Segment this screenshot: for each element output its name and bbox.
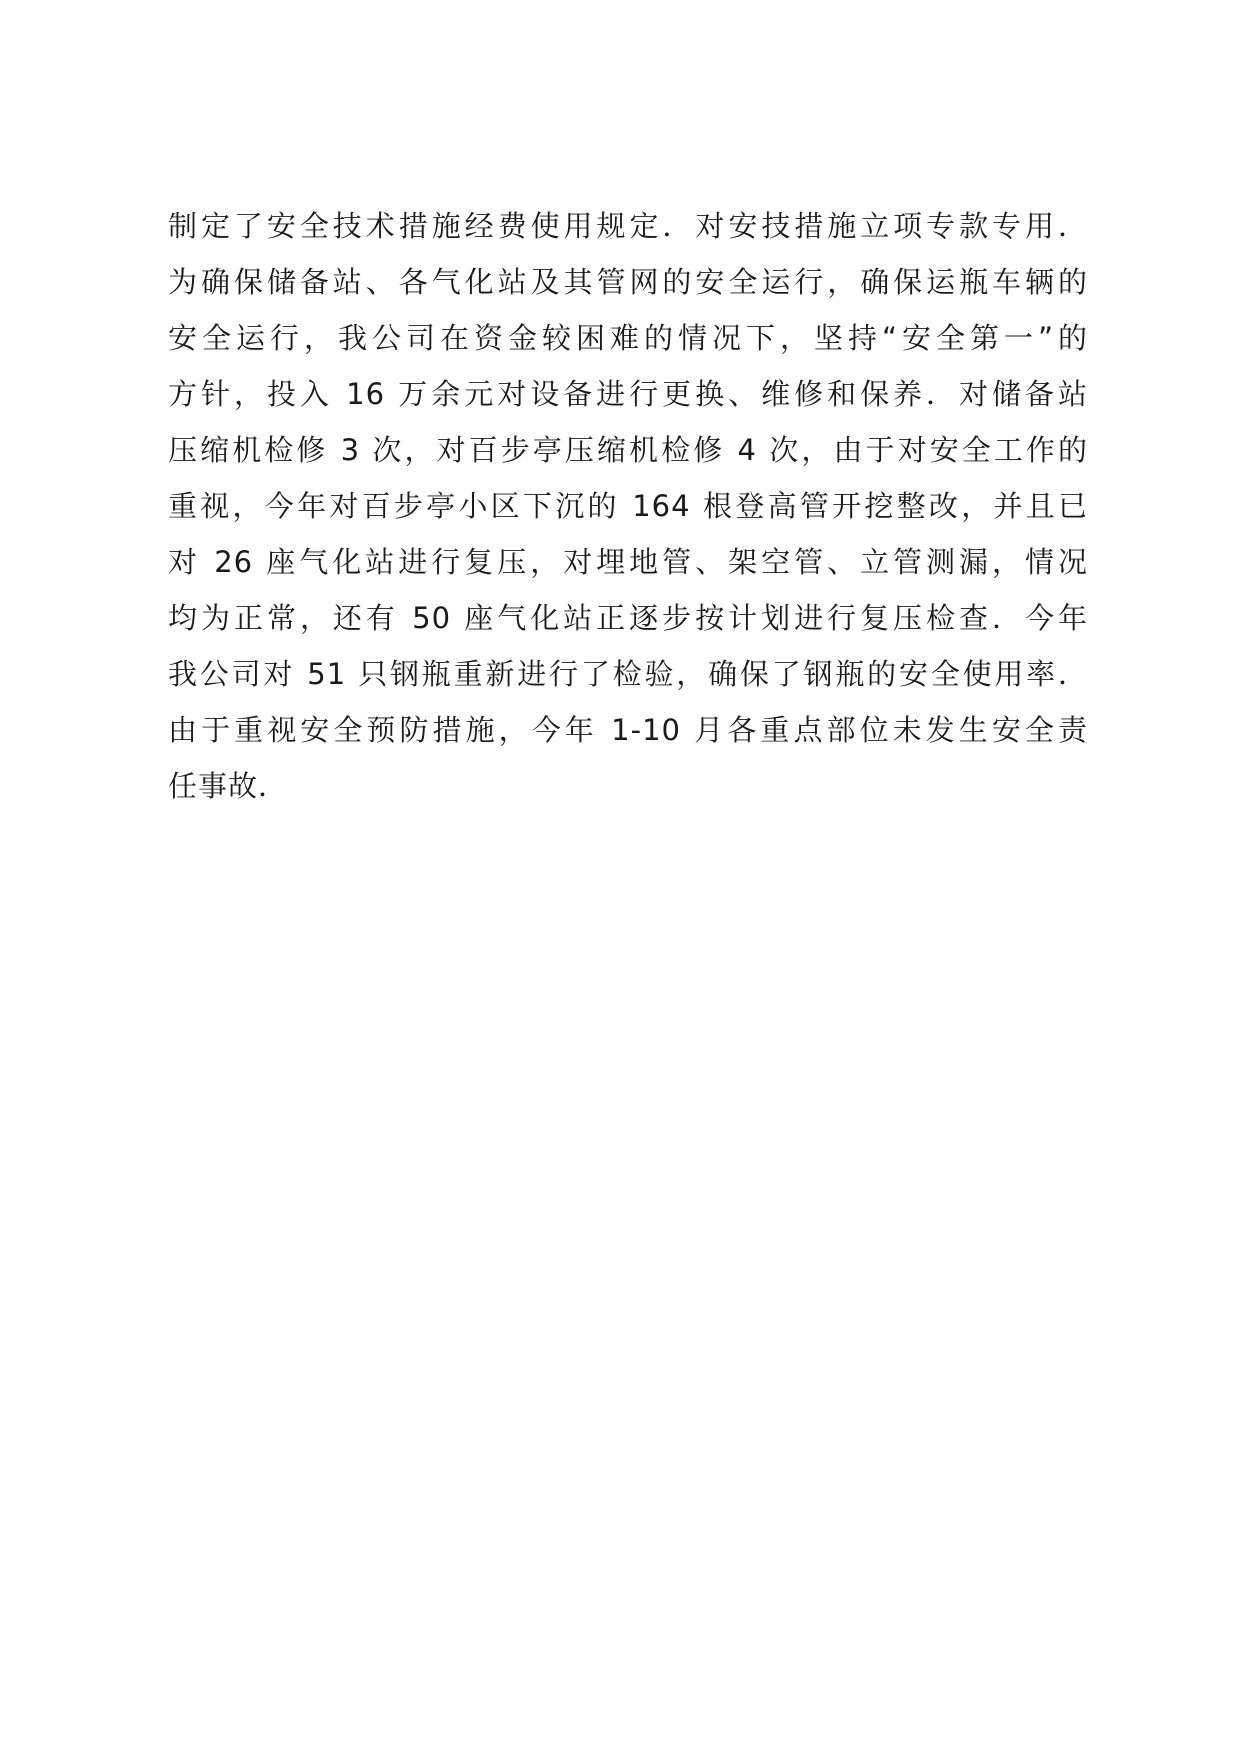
paragraph-line: 任事故．	[168, 769, 289, 803]
paragraph-line: 制定了安全技术措施经费使用规定．对安技措施立项专款专用．	[168, 209, 1088, 243]
paragraph-line: 压缩机检修 3 次，对百步亭压缩机检修 4 次，由于对安全工作的	[168, 433, 1088, 467]
paragraph-line: 对 26 座气化站进行复压，对埋地管、架空管、立管测漏，情况	[168, 545, 1088, 579]
paragraph-line: 均为正常，还有 50 座气化站正逐步按计划进行复压检查．今年	[168, 601, 1088, 635]
paragraph-line: 由于重视安全预防措施，今年 1-10 月各重点部位未发生安全责	[168, 713, 1088, 747]
paragraph-line: 方针，投入 16 万余元对设备进行更换、维修和保养．对储备站	[168, 377, 1088, 411]
body-paragraph	[168, 198, 1088, 814]
paragraph-line: 重视，今年对百步亭小区下沉的 164 根登高管开挖整改，并且已	[168, 489, 1088, 523]
paragraph-line: 安全运行，我公司在资金较困难的情况下，坚持“安全第一”的	[168, 321, 1088, 355]
paragraph-line: 我公司对 51 只钢瓶重新进行了检验，确保了钢瓶的安全使用率．	[168, 657, 1088, 691]
paragraph-line: 为确保储备站、各气化站及其管网的安全运行，确保运瓶车辆的	[168, 265, 1088, 299]
